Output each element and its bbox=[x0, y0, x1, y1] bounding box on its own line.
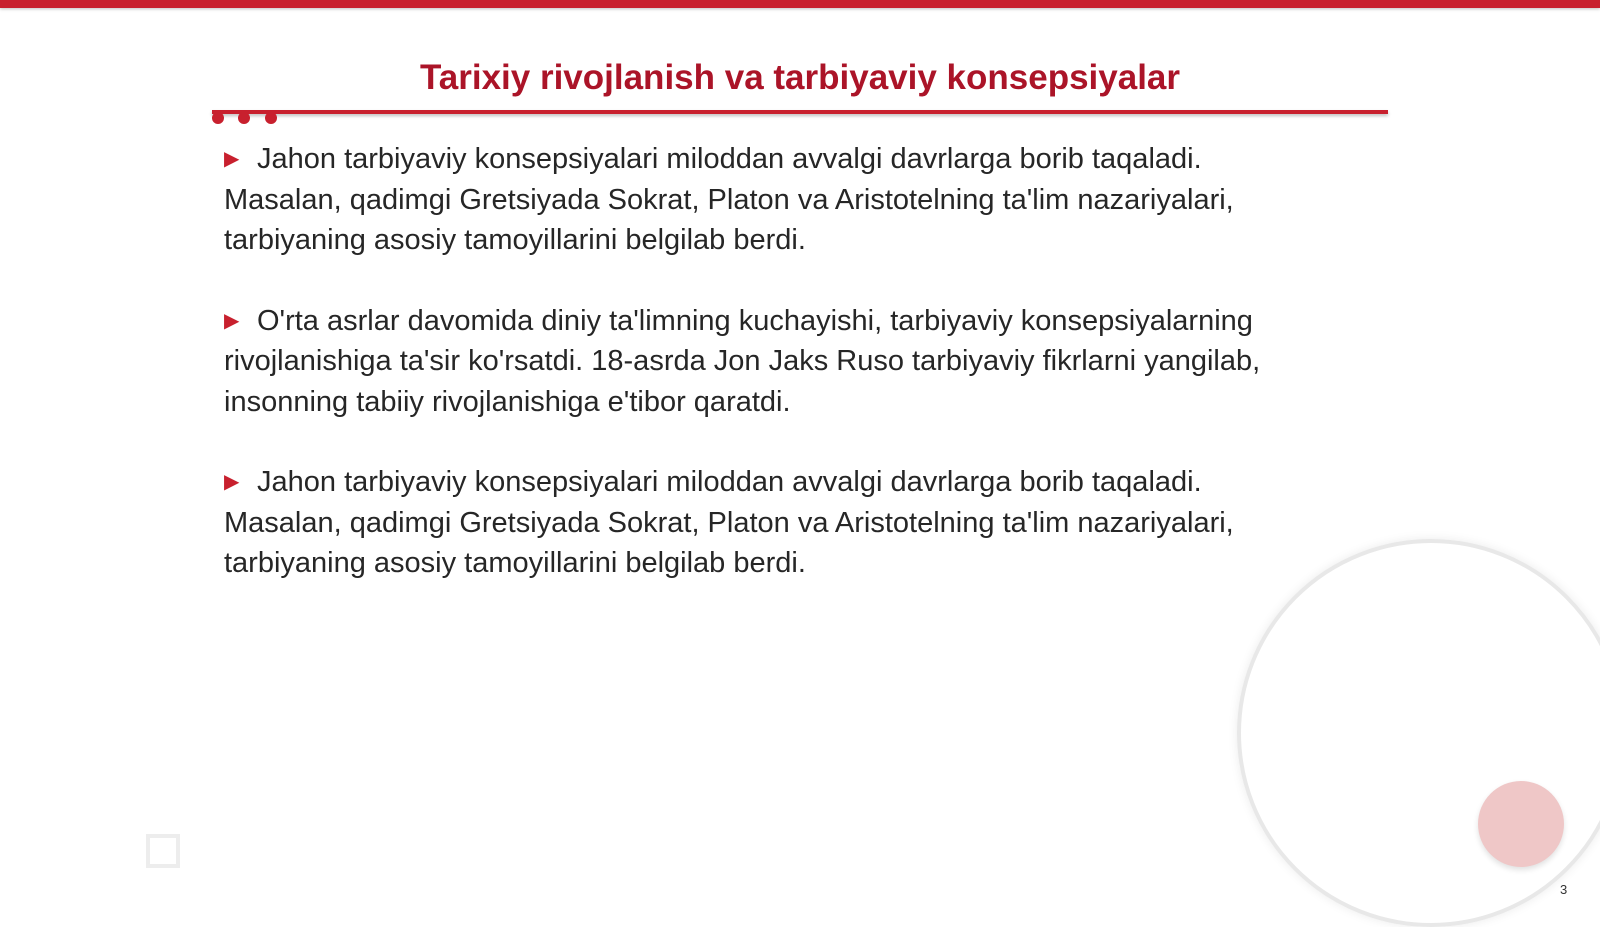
accent-dot bbox=[265, 112, 277, 124]
top-accent-bar bbox=[0, 0, 1600, 8]
bullet-item bbox=[224, 139, 1324, 261]
slide-title: Tarixiy rivojlanish va tarbiyaviy konsepsiyalar bbox=[419, 58, 1181, 97]
play-arrow-icon: ▶ bbox=[224, 148, 240, 170]
title-underline bbox=[212, 110, 1388, 114]
bullet-text: Jahon tarbiyaviy konsepsiyalari miloddan avvalgi davrlarga borib taqaladi. Masalan, qadimgi Gretsiyada Sokrat, Platon va Aristotelning ta'lim nazariyalari, tarbiyaning asosiy tamoyillarini belgilab berdi. bbox=[224, 466, 1234, 579]
decorative-square bbox=[146, 834, 180, 868]
accent-dot bbox=[238, 112, 250, 124]
slide-number: 3 bbox=[1560, 882, 1568, 897]
decorative-ring bbox=[1237, 539, 1600, 927]
decorative-pink-circle bbox=[1478, 781, 1564, 867]
play-arrow-icon: ▶ bbox=[224, 309, 240, 332]
bullet-item bbox=[224, 301, 1324, 423]
accent-dot bbox=[212, 112, 224, 124]
bullet-item bbox=[224, 462, 1324, 584]
play-arrow-icon: ▶ bbox=[224, 471, 240, 493]
bullet-text: Jahon tarbiyaviy konsepsiyalari miloddan avvalgi davrlarga borib taqaladi. Masalan, qadimgi Gretsiyada Sokrat, Platon va Aristotelning ta'lim nazariyalari, tarbiyaning asosiy tamoyillarini belgilab berdi. bbox=[224, 143, 1234, 256]
bullet-list bbox=[224, 139, 1324, 624]
bullet-text: O'rta asrlar davomida diniy ta'limning kuchayishi, tarbiyaviy konsepsiyalarning rivojlanishiga ta'sir ko'rsatdi. 18-asrda Jon Jaks Ruso tarbiyaviy fikrlarni yangilab, insonning tabiiy rivojlanishiga e'tibor qaratdi. bbox=[224, 304, 1261, 418]
